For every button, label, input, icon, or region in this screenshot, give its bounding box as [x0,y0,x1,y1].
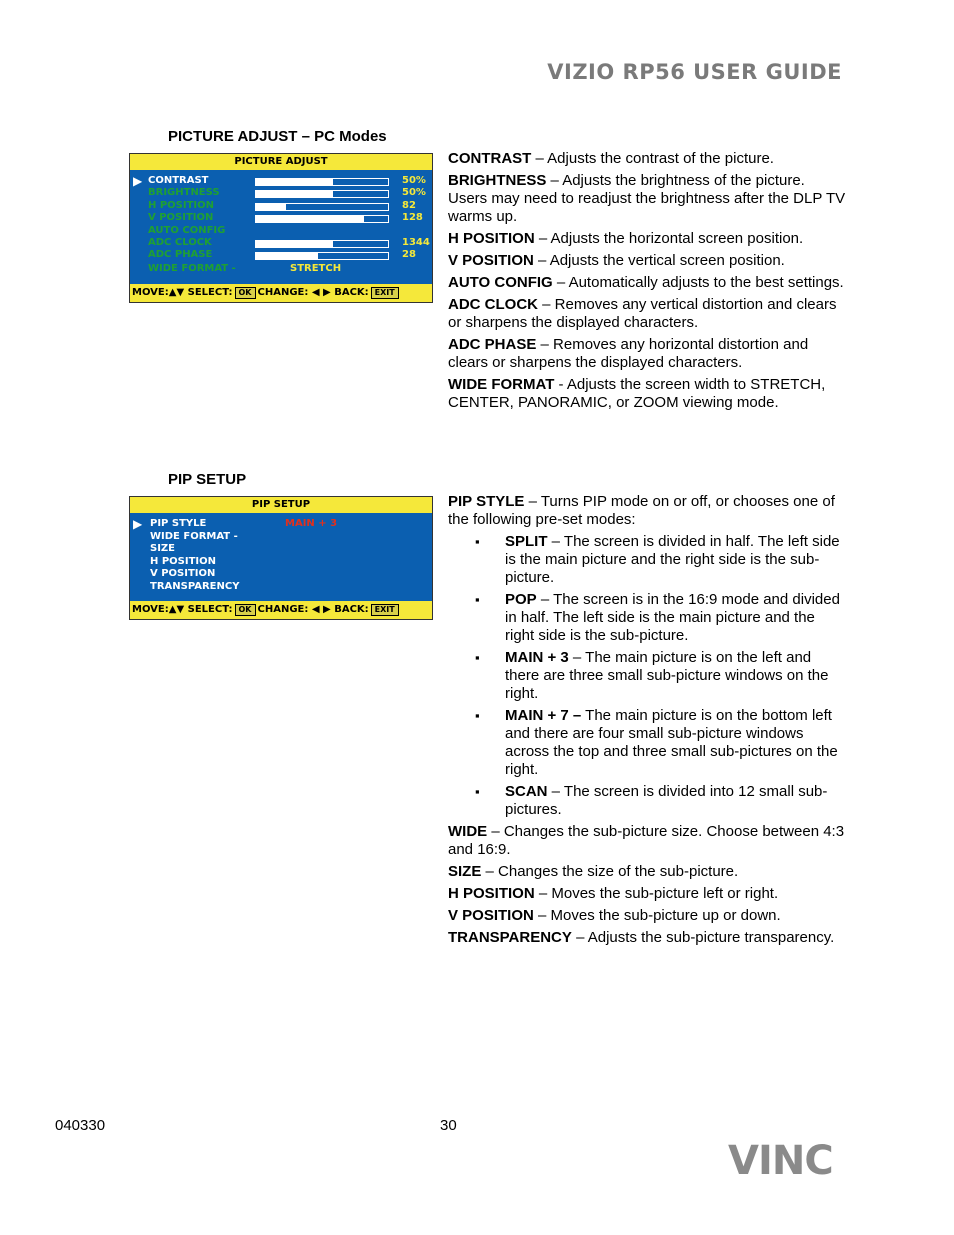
osd-row-label: H POSITION [148,200,215,211]
osd-row-adc-clock [130,237,432,249]
osd-row-label: V POSITION [148,212,214,223]
move-hint: MOVE: [132,604,169,615]
desc-h-position: H POSITION – Moves the sub-picture left or right. [448,885,779,902]
desc-wide-format: WIDE FORMAT - Adjusts the screen width to STRETCH, CENTER, PANORAMIC, or ZOOM viewing mode. [448,376,826,411]
desc-transparency: TRANSPARENCY – Adjusts the sub-picture transparency. [448,929,835,946]
osd-row-label: TRANSPARENCY [150,581,240,592]
osd-row-adc-phase [130,249,432,261]
h-position-level-bar [255,203,389,211]
osd-row-value: 50% [402,175,426,186]
desc-h-position: H POSITION – Adjusts the horizontal screen position. [448,230,804,247]
desc-v-position: V POSITION – Moves the sub-picture up or down. [448,907,781,924]
selection-arrow-icon: ▶ [133,174,143,188]
selection-arrow-icon: ▶ [133,517,143,531]
osd-row-label: PIP STYLE [150,518,207,529]
desc-v-position: V POSITION – Adjusts the vertical screen position. [448,252,785,269]
desc-wide: WIDE – Changes the sub-picture size. Choose between 4:3 and 16:9. [448,823,845,858]
osd-row-value: 128 [402,212,423,223]
back-hint: BACK: [334,287,369,298]
change-hint: CHANGE: [257,604,309,615]
list-item: ▪ SCAN – The screen is divided into 12 small sub-pictures. [448,783,848,819]
vinc-logo: VINC [728,1138,833,1184]
osd-row-label: SIZE [150,543,176,554]
change-arrows-icon: ◀ ▶ [311,287,331,298]
osd-row-v-position [130,568,432,580]
list-item: ▪ POP – The screen is in the 16:9 mode and divided in half. The left side is the main picture and the right side is the sub-picture. [448,591,848,645]
osd-row-label: CONTRAST [148,175,209,186]
page-number: 30 [440,1117,457,1134]
osd-row-value: 50% [402,187,426,198]
pip-modes-list [448,533,848,819]
change-hint: CHANGE: [257,287,309,298]
document-code: 040330 [55,1117,106,1134]
desc-adc-phase: ADC PHASE – Removes any horizontal distortion and clears or sharpens the displayed characters. [448,336,809,371]
list-item: ▪ MAIN + 3 – The main picture is on the left and there are three small sub-picture windows on the right. [448,649,848,703]
move-hint: MOVE: [132,287,169,298]
back-hint: BACK: [334,604,369,615]
desc-contrast: CONTRAST – Adjusts the contrast of the picture. [448,150,774,167]
osd-row-value: 28 [402,249,416,260]
select-hint: SELECT: [187,604,233,615]
desc-adc-clock: ADC CLOCK – Removes any vertical distortion and clears or sharpens the displayed characters. [448,296,837,331]
osd-row-value: 1344 [402,237,430,248]
pip-setup-descriptions [448,493,848,951]
osd-title: PIP SETUP [130,497,432,513]
move-arrows-icon: ▲▼ [168,604,185,615]
osd-row-v-position [130,212,432,224]
osd-row-h-position [130,200,432,212]
osd-row-label: ADC CLOCK [148,237,212,248]
ok-key: OK [235,287,256,299]
osd-footer [130,601,432,619]
osd-row-contrast [130,175,432,187]
osd-row-value: MAIN + 3 [285,518,338,529]
osd-row-label: V POSITION [150,568,216,579]
section-title-picture-adjust: PICTURE ADJUST – PC Modes [168,128,387,145]
osd-row-h-position [130,556,432,568]
osd-row-label: H POSITION [150,556,217,567]
select-hint: SELECT: [187,287,233,298]
v-position-level-bar [255,215,389,223]
pip-setup-osd [129,496,433,620]
desc-size: SIZE – Changes the size of the sub-picture. [448,863,739,880]
ok-key: OK [235,604,256,616]
change-arrows-icon: ◀ ▶ [311,604,331,615]
osd-row-value: 82 [402,200,416,211]
desc-brightness: BRIGHTNESS – Adjusts the brightness of the picture. Users may need to readjust the brightness after the DLP TV warms up. [448,172,846,225]
exit-key: EXIT [371,287,399,299]
picture-adjust-descriptions [448,150,848,416]
osd-row-value: STRETCH [290,263,342,274]
adc-clock-level-bar [255,240,389,248]
osd-row-label: BRIGHTNESS [148,187,220,198]
brightness-level-bar [255,190,389,198]
list-item: ▪ SPLIT – The screen is divided in half. The left side is the main picture and the right side is the sub-picture. [448,533,848,587]
exit-key: EXIT [371,604,399,616]
osd-row-transparency [130,581,432,593]
osd-row-label: WIDE FORMAT - [150,531,238,542]
move-arrows-icon: ▲▼ [168,287,185,298]
osd-row-pip-style [130,518,432,530]
osd-title: PICTURE ADJUST [130,154,432,170]
osd-row-label: ADC PHASE [148,249,213,260]
osd-footer [130,284,432,302]
osd-row-wide-format [130,531,432,543]
osd-row-label: AUTO CONFIG [148,225,226,236]
osd-row-wide-format [130,263,432,275]
adc-phase-level-bar [255,252,389,260]
page-header-title: VIZIO RP56 USER GUIDE [547,60,842,84]
desc-auto-config: AUTO CONFIG – Automatically adjusts to the best settings. [448,274,844,291]
osd-row-label: WIDE FORMAT - [148,263,236,274]
contrast-level-bar [255,178,389,186]
list-item: ▪ MAIN + 7 – The main picture is on the bottom left and there are four small sub-picture windows across the top and three small sub-pictures on the right. [448,707,848,779]
desc-pip-style: PIP STYLE – Turns PIP mode on or off, or chooses one of the following pre-set modes: [448,493,835,528]
osd-row-brightness [130,187,432,199]
osd-row-size [130,543,432,555]
section-title-pip-setup: PIP SETUP [168,471,247,488]
picture-adjust-osd [129,153,433,303]
osd-row-auto-config [130,225,432,237]
